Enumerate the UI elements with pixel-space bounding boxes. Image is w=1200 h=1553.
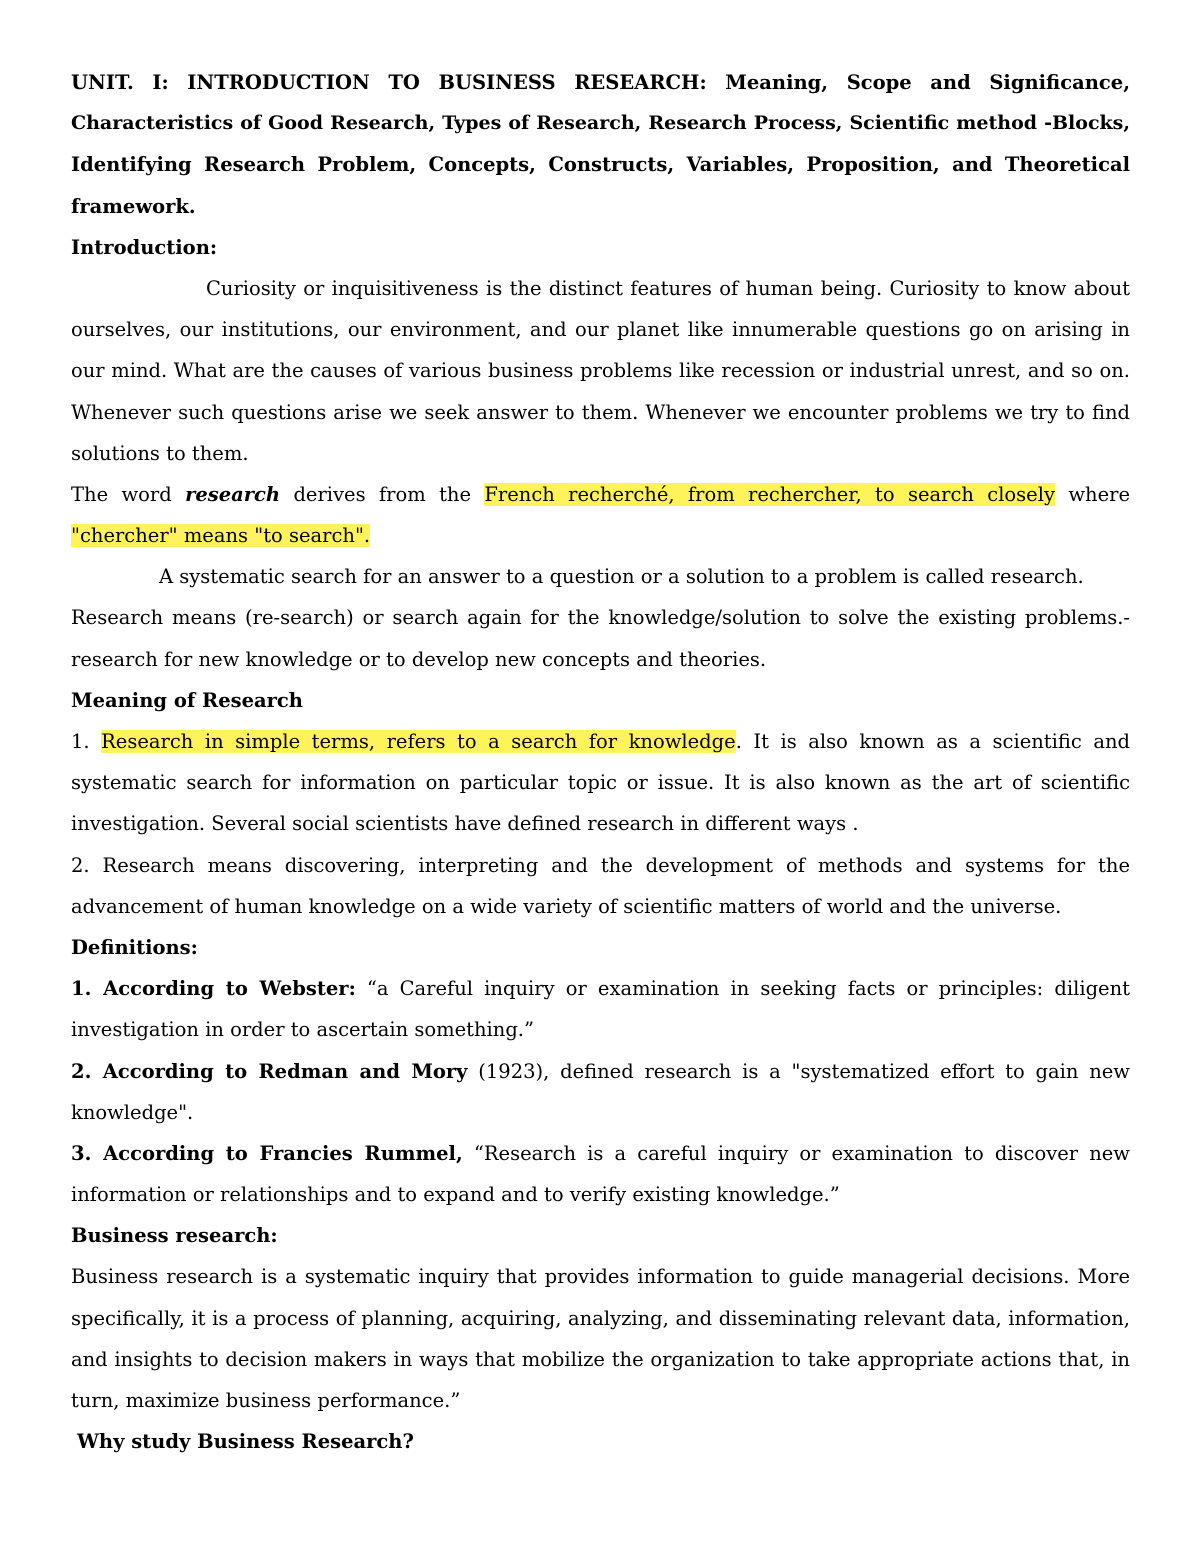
definition-3-label: 3. According to Francies Rummel, [71, 1141, 463, 1165]
definition-3-line-1 [71, 1133, 1130, 1174]
unit-heading-line-2: Characteristics of Good Research, Types of Research, Research Process, Scientific method -Blocks, [71, 112, 1130, 135]
intro-p1-line-1: Curiosity or inquisitiveness is the distinct features of human being. Curiosity to know about [206, 276, 1130, 300]
unit-heading-line-1: UNIT. I: INTRODUCTION TO BUSINESS RESEARCH: Meaning, Scope and Significance, [71, 71, 1130, 94]
meaning-heading: Meaning of Research [71, 688, 303, 712]
business-research-line-3: and insights to decision makers in ways that mobilize the organization to take appropriate actions that, in [71, 1347, 1130, 1371]
intro-p2-highlight-2: "chercher" means "to search". [71, 524, 371, 548]
definition-3-text: “Research is a careful inquiry or examination to discover new [462, 1141, 1130, 1165]
intro-p1-line-3: our mind. What are the causes of various business problems like recession or industrial unrest, and so on. [71, 359, 1130, 383]
meaning-item-1-line-2: systematic search for information on particular topic or issue. It is also known as the art of scientific [71, 771, 1130, 795]
business-research-line-2: specifically, it is a process of planning, acquiring, analyzing, and disseminating relevant data, information, [71, 1306, 1130, 1330]
why-study-heading: Why study Business Research? [77, 1430, 414, 1454]
definition-1-label: 1. According to Webster: [71, 977, 356, 1001]
meaning-item-2-line-2: advancement of human knowledge on a wide variety of scientific matters of world and the universe. [71, 894, 1062, 918]
definition-3-line-2: information or relationships and to expand and to verify existing knowledge.” [71, 1183, 840, 1207]
meaning-item-2-line-1: 2. Research means discovering, interpreting and the development of methods and systems for the [71, 853, 1130, 877]
intro-p2-pre: The word [71, 482, 186, 506]
definitions-heading: Definitions: [71, 935, 198, 959]
definition-2-line-2: knowledge". [71, 1100, 194, 1124]
intro-p3-line-2: Research means (re-search) or search again for the knowledge/solution to solve the existing problems.- [71, 606, 1130, 630]
unit-heading-line-3: Identifying Research Problem, Concepts, Constructs, Variables, Proposition, and Theoretical [71, 153, 1130, 177]
business-research-line-4: turn, maximize business performance.” [71, 1389, 461, 1412]
business-research-heading: Business research: [71, 1224, 278, 1248]
intro-p2-word-research: research [185, 482, 281, 506]
definition-2-text: (1923), defined research is a "systematized effort to gain new [467, 1059, 1130, 1083]
introduction-heading: Introduction: [71, 235, 218, 259]
meaning-item-1-number: 1. [71, 730, 102, 753]
business-research-line-1: Business research is a systematic inquiry that provides information to guide managerial decisions. More [71, 1265, 1130, 1289]
meaning-item-1-line-3: investigation. Several social scientists have defined research in different ways . [71, 812, 859, 836]
intro-p2-mid: derives from the [280, 482, 485, 506]
meaning-item-1-highlight: Research in simple terms, refers to a search for knowledge [101, 730, 736, 753]
intro-p2-line-1 [71, 474, 1130, 515]
intro-p2-highlight-1: French recherché, from rechercher, to search closely [484, 482, 1055, 506]
unit-heading-line-4: framework. [71, 194, 196, 218]
intro-p2-post: where [1054, 482, 1130, 506]
definition-2-line-1 [71, 1051, 1130, 1092]
intro-p3-line-1: A systematic search for an answer to a question or a solution to a problem is called research. [159, 565, 1084, 589]
intro-p2-line-2 [71, 515, 1130, 556]
definition-1-line-2: investigation in order to ascertain something.” [71, 1018, 534, 1042]
meaning-item-1-line-1 [71, 721, 1130, 762]
definition-2-label: 2. According to Redman and Mory [71, 1059, 468, 1083]
meaning-item-1-rest: . It is also known as a scientific and [735, 730, 1130, 753]
definition-1-text: “a Careful inquiry or examination in seeking facts or principles: diligent [355, 977, 1130, 1001]
definition-1-line-1 [71, 968, 1130, 1009]
intro-p3-line-3: research for new knowledge or to develop new concepts and theories. [71, 647, 767, 671]
intro-p1-line-2: ourselves, our institutions, our environment, and our planet like innumerable questions go on arising in [71, 318, 1130, 342]
intro-p1-line-4: Whenever such questions arise we seek answer to them. Whenever we encounter problems we try to find [71, 400, 1130, 424]
intro-p1-line-5: solutions to them. [71, 441, 249, 465]
